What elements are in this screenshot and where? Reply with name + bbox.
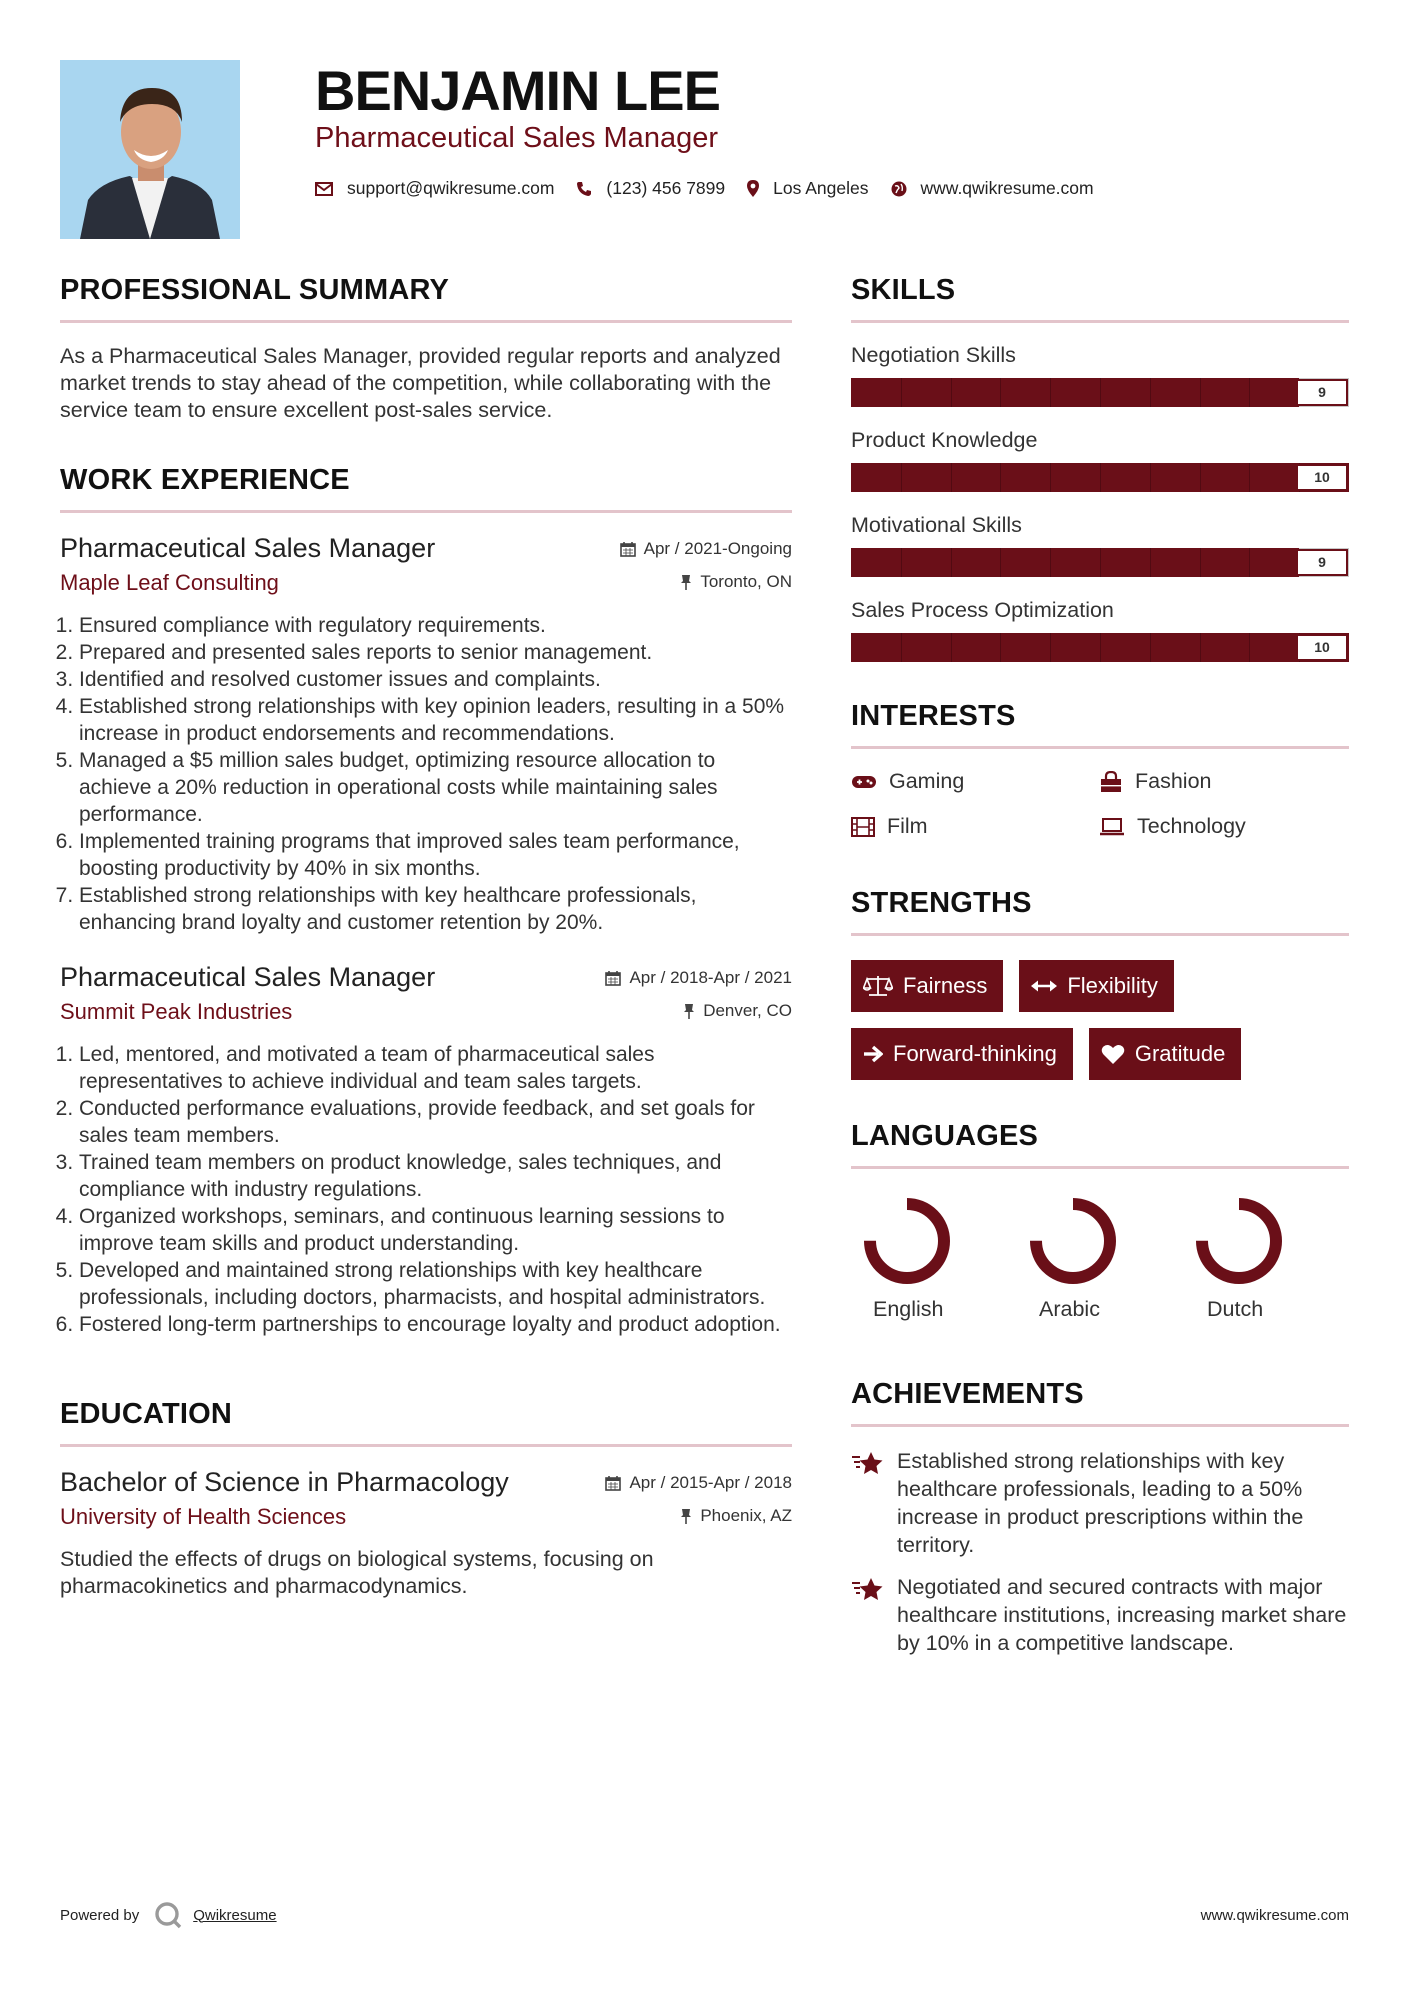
contact-email-text: support@qwikresume.com xyxy=(347,178,555,198)
skill-bar-segment xyxy=(1200,463,1201,492)
skill-item xyxy=(851,513,1349,577)
contact-phone[interactable] xyxy=(576,178,725,199)
brand-link[interactable]: Qwikresume xyxy=(193,1906,277,1924)
list-item: 3. Trained team members on product knowledge, sales techniques, and compliance with industry regulations. xyxy=(79,1149,792,1203)
skill-level-badge: 9 xyxy=(1296,379,1348,406)
candidate-title: Pharmaceutical Sales Manager xyxy=(315,122,718,154)
skill-bar-segment xyxy=(1200,548,1201,577)
globe-icon xyxy=(891,181,907,197)
interests-heading: INTERESTS xyxy=(851,700,1016,732)
strength-chip xyxy=(851,960,1003,1012)
skill-name: Sales Process Optimization xyxy=(851,598,1114,622)
language-item xyxy=(1183,1189,1349,1322)
contact-website-text: www.qwikresume.com xyxy=(920,178,1094,198)
language-proficiency-ring xyxy=(1193,1195,1285,1287)
degree-title: Bachelor of Science in Pharmacology xyxy=(60,1467,509,1497)
film-icon xyxy=(851,817,875,837)
interest-label: Technology xyxy=(1137,814,1246,838)
calendar-icon xyxy=(605,970,621,986)
skill-bar-segment xyxy=(1150,463,1151,492)
language-item xyxy=(851,1189,1017,1322)
contact-bar xyxy=(315,178,1116,199)
skill-bar-segment xyxy=(1200,633,1201,662)
list-item: 4. Organized workshops, seminars, and continuous learning sessions to improve team skills and product understanding. xyxy=(79,1203,792,1257)
school-name: University of Health Sciences xyxy=(60,1504,347,1529)
skill-bar-segment xyxy=(951,633,952,662)
skill-bar-segment xyxy=(1050,378,1051,407)
star-icon xyxy=(851,1451,885,1477)
strength-chip xyxy=(1089,1028,1242,1080)
skill-item xyxy=(851,598,1349,662)
skill-level-badge: 10 xyxy=(1296,634,1348,661)
education-heading: EDUCATION xyxy=(60,1398,233,1430)
skill-bar-segment xyxy=(901,548,902,577)
person-portrait-icon xyxy=(60,60,240,239)
language-proficiency-ring xyxy=(861,1195,953,1287)
interest-item xyxy=(851,814,1099,839)
strengths-list xyxy=(851,960,1349,1080)
contact-website[interactable] xyxy=(891,178,1094,199)
job-company: Maple Leaf Consulting xyxy=(60,570,279,595)
skill-bar-segment xyxy=(951,378,952,407)
balance-scale-icon xyxy=(863,974,893,998)
job-location-text: Toronto, ON xyxy=(700,572,792,591)
job-bullets xyxy=(60,612,792,936)
skill-bar-segment xyxy=(1150,633,1151,662)
skill-bar-segment xyxy=(1249,378,1250,407)
language-proficiency-ring xyxy=(1027,1195,1119,1287)
education-description: Studied the effects of drugs on biological systems, focusing on pharmacokinetics and pharmacodynamics. xyxy=(60,1547,654,1598)
summary-text: As a Pharmaceutical Sales Manager, provided regular reports and analyzed market trends to stay ahead of the competition, while collaborating with the service team to ensure excellent post-sales service. xyxy=(60,344,781,422)
job-title: Pharmaceutical Sales Manager xyxy=(60,533,436,563)
job-location xyxy=(683,1001,792,1021)
arrow-right-icon xyxy=(863,1045,883,1063)
skill-bar-segment xyxy=(901,633,902,662)
contact-email[interactable] xyxy=(315,178,554,199)
list-item: 5. Developed and maintained strong relationships with key healthcare professionals, including doctors, pharmacists, and hospital administrators. xyxy=(79,1257,792,1311)
envelope-icon xyxy=(315,182,333,196)
skill-bar-segment xyxy=(1249,548,1250,577)
strength-chip xyxy=(1019,960,1173,1012)
section-divider xyxy=(851,746,1349,749)
list-item: 6. Implemented training programs that improved sales team performance, boosting productivity by 40% in six months. xyxy=(79,828,792,882)
interest-label: Film xyxy=(887,814,928,838)
skill-bar-segment xyxy=(901,378,902,407)
section-divider xyxy=(60,1444,792,1447)
list-item: 2. Conducted performance evaluations, provide feedback, and set goals for sales team members. xyxy=(79,1095,792,1149)
pin-icon xyxy=(683,1003,695,1019)
calendar-icon xyxy=(605,1475,621,1491)
arrows-horizontal-icon xyxy=(1031,979,1057,993)
experience-section xyxy=(60,460,792,1338)
summary-heading: PROFESSIONAL SUMMARY xyxy=(60,274,450,306)
job-dates xyxy=(605,968,792,988)
achievement-text: Established strong relationships with key healthcare professionals, leading to a 50% increase in product prescriptions within the territory. xyxy=(897,1449,1304,1557)
strengths-section xyxy=(851,883,1349,1080)
job-company: Summit Peak Industries xyxy=(60,999,293,1024)
strength-chip xyxy=(851,1028,1073,1080)
language-name: English xyxy=(873,1297,944,1321)
skill-bar-segment xyxy=(1200,378,1201,407)
job-title: Pharmaceutical Sales Manager xyxy=(60,962,436,992)
skill-bar-segment xyxy=(1100,378,1101,407)
skill-bar-segment xyxy=(1100,633,1101,662)
phone-icon xyxy=(576,181,592,197)
skills-heading: SKILLS xyxy=(851,274,956,306)
strength-label: Gratitude xyxy=(1134,1041,1226,1066)
skill-bar-fill xyxy=(851,378,1299,407)
language-name: Arabic xyxy=(1039,1297,1100,1321)
skill-bar xyxy=(851,463,1349,492)
education-location xyxy=(680,1506,792,1526)
job-location-text: Denver, CO xyxy=(703,1001,792,1020)
interests-grid xyxy=(851,769,1349,839)
list-item: 2. Prepared and presented sales reports to senior management. xyxy=(79,639,792,666)
skill-bar-segment xyxy=(1000,633,1001,662)
skill-bar-segment xyxy=(951,548,952,577)
job-dates-text: Apr / 2018-Apr / 2021 xyxy=(629,968,792,987)
education-location-text: Phoenix, AZ xyxy=(700,1506,792,1525)
skill-bar-segment xyxy=(1150,378,1151,407)
skill-bar xyxy=(851,548,1349,577)
footer-powered-by xyxy=(60,1900,277,1930)
skill-bar-segment xyxy=(901,463,902,492)
section-divider xyxy=(60,320,792,323)
skill-bar-segment xyxy=(1050,463,1051,492)
skill-item xyxy=(851,343,1349,407)
skill-bar-segment xyxy=(1000,548,1001,577)
powered-by-text: Powered by xyxy=(60,1906,140,1924)
achievement-item xyxy=(851,1573,1349,1657)
left-column xyxy=(60,270,792,1600)
contact-location-text: Los Angeles xyxy=(773,178,869,198)
list-item: 5. Managed a $5 million sales budget, optimizing resource allocation to achieve a 20% reduction in operational costs while maintaining sales performance. xyxy=(79,747,792,828)
language-item xyxy=(1017,1189,1183,1322)
experience-heading: WORK EXPERIENCE xyxy=(60,464,350,496)
summary-section xyxy=(60,270,792,424)
skill-bar-segment xyxy=(1000,378,1001,407)
list-item: 4. Established strong relationships with key opinion leaders, resulting in a 50% increase in product endorsements and recommendations. xyxy=(79,693,792,747)
profile-photo xyxy=(60,60,240,239)
candidate-name: BENJAMIN LEE xyxy=(315,59,720,122)
calendar-icon xyxy=(620,541,636,557)
skill-bar xyxy=(851,378,1349,407)
section-divider xyxy=(851,933,1349,936)
education-dates-text: Apr / 2015-Apr / 2018 xyxy=(629,1473,792,1492)
interest-label: Gaming xyxy=(889,769,965,793)
skill-level-badge: 10 xyxy=(1296,464,1348,491)
job-dates xyxy=(620,539,792,559)
footer-website[interactable]: www.qwikresume.com xyxy=(1200,1907,1349,1924)
pin-icon xyxy=(680,574,692,590)
skill-bar-segment xyxy=(1150,548,1151,577)
skill-bar-segment xyxy=(1249,633,1250,662)
heart-icon xyxy=(1101,1044,1125,1065)
right-column xyxy=(851,270,1349,1671)
strength-label: Flexibility xyxy=(1067,973,1158,998)
skill-name: Product Knowledge xyxy=(851,428,1038,452)
strength-label: Forward-thinking xyxy=(893,1041,1057,1066)
skill-level-badge: 9 xyxy=(1296,549,1348,576)
languages-list xyxy=(851,1189,1349,1322)
job-dates-text: Apr / 2021-Ongoing xyxy=(643,539,792,558)
contact-phone-text: (123) 456 7899 xyxy=(606,178,726,198)
contact-location xyxy=(747,178,868,199)
job-bullets xyxy=(60,1041,792,1338)
education-section xyxy=(60,1394,792,1600)
education-dates xyxy=(605,1473,792,1493)
skills-section xyxy=(851,270,1349,662)
interest-item xyxy=(1099,769,1347,794)
skill-bar-segment xyxy=(951,463,952,492)
interests-section xyxy=(851,696,1349,839)
skill-bar xyxy=(851,633,1349,662)
section-divider xyxy=(851,320,1349,323)
skill-bar-fill xyxy=(851,548,1299,577)
achievement-text: Negotiated and secured contracts with major healthcare institutions, increasing market share by 10% in a competitive landscape. xyxy=(897,1575,1347,1655)
map-marker-icon xyxy=(747,180,759,197)
qwikresume-logo-icon xyxy=(153,1900,183,1930)
skill-name: Negotiation Skills xyxy=(851,343,1016,367)
laptop-icon xyxy=(1099,818,1125,836)
list-item: 1. Ensured compliance with regulatory requirements. xyxy=(79,612,792,639)
skill-bar-segment xyxy=(1000,463,1001,492)
interest-item xyxy=(1099,814,1347,839)
section-divider xyxy=(60,510,792,513)
gamepad-icon xyxy=(851,774,877,790)
interest-label: Fashion xyxy=(1135,769,1212,793)
star-icon xyxy=(851,1577,885,1603)
achievements-heading: ACHIEVEMENTS xyxy=(851,1378,1084,1410)
strengths-heading: STRENGTHS xyxy=(851,887,1032,919)
achievement-item xyxy=(851,1447,1349,1559)
skill-bar-segment xyxy=(1050,633,1051,662)
strength-label: Fairness xyxy=(903,973,988,998)
skills-list xyxy=(851,343,1349,662)
shopping-bag-icon xyxy=(1099,771,1123,793)
list-item: 3. Identified and resolved customer issues and complaints. xyxy=(79,666,792,693)
skill-bar-segment xyxy=(1050,548,1051,577)
job-entry xyxy=(60,533,792,936)
skill-item xyxy=(851,428,1349,492)
languages-heading: LANGUAGES xyxy=(851,1120,1039,1152)
pin-icon xyxy=(680,1508,692,1524)
skill-bar-segment xyxy=(1249,463,1250,492)
skill-name: Motivational Skills xyxy=(851,513,1022,537)
interest-item xyxy=(851,769,1099,794)
list-item: 1. Led, mentored, and motivated a team of pharmaceutical sales representatives to achieve individual and team sales targets. xyxy=(79,1041,792,1095)
skill-bar-segment xyxy=(1100,548,1101,577)
section-divider xyxy=(851,1424,1349,1427)
list-item: 6. Fostered long-term partnerships to encourage loyalty and product adoption. xyxy=(79,1311,792,1338)
job-location xyxy=(680,572,792,592)
language-name: Dutch xyxy=(1207,1297,1264,1321)
skill-bar-segment xyxy=(1100,463,1101,492)
achievements-section xyxy=(851,1374,1349,1657)
job-entry xyxy=(60,962,792,1338)
section-divider xyxy=(851,1166,1349,1169)
list-item: 7. Established strong relationships with key healthcare professionals, enhancing brand loyalty and customer retention by 20%. xyxy=(79,882,792,936)
languages-section xyxy=(851,1116,1349,1322)
